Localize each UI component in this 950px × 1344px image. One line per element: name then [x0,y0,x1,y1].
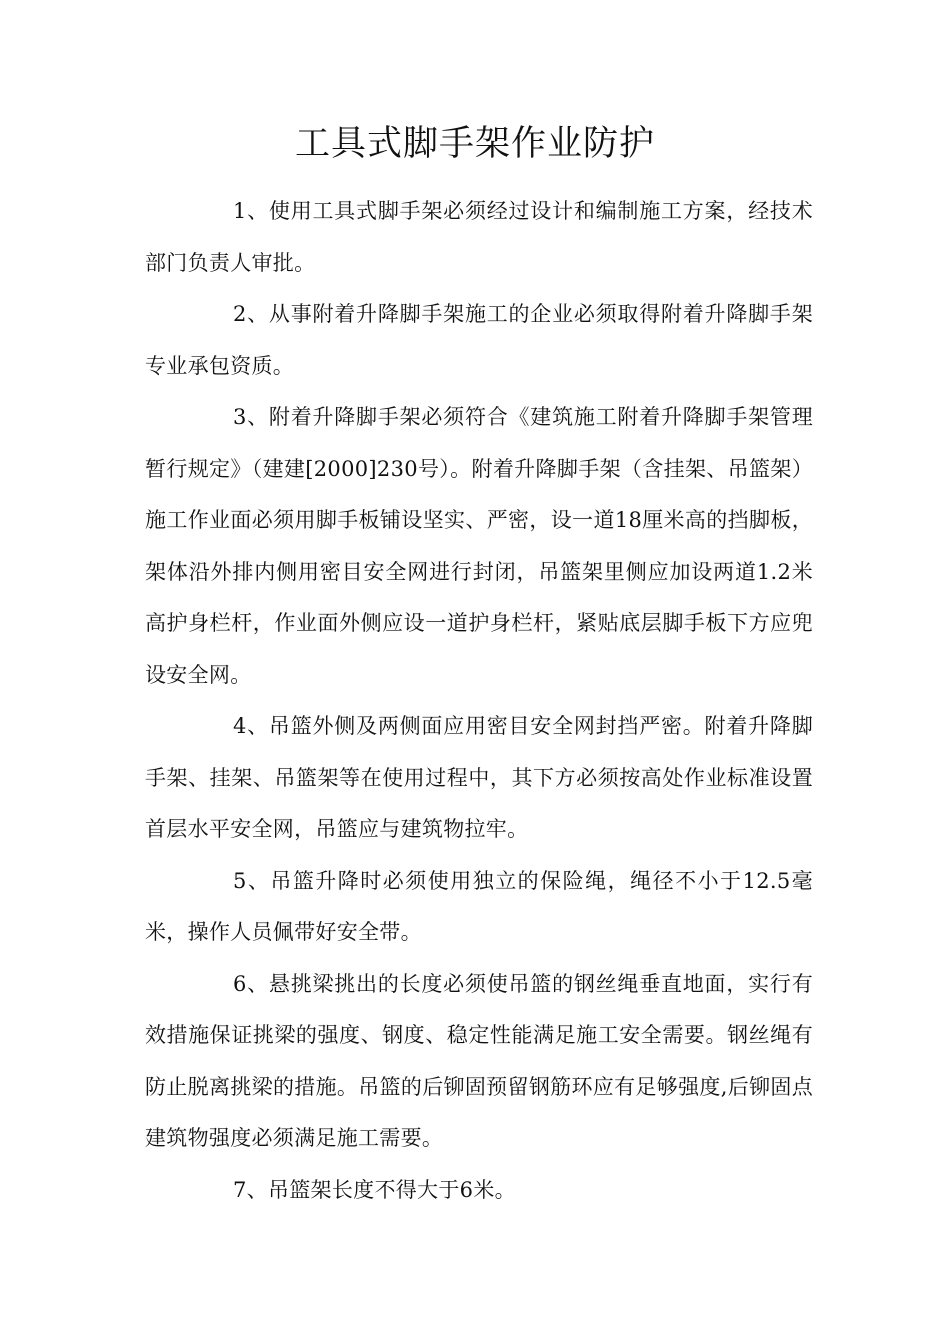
paragraph-7: 7、吊篮架长度不得大于6米。 [233,1177,516,1202]
paragraph-4: 4、吊篮外侧及两侧面应用密目安全网封挡严密。附着升降脚手架、挂架、吊篮架等在使用过程中，其下方必须按高处作业标准设置首层水平安全网，吊篮应与建筑物拉牢。 [145,714,813,841]
document-title: 工具式脚手架作业防护 [294,124,655,164]
paragraph-3: 3、附着升降脚手架必须符合《建筑施工附着升降脚手架管理暂行规定》（建建[2000]230号）。附着升降脚手架（含挂架、吊篮架）施工作业面必须用脚手板铺设坚实、严密，设一道18厘米高的挡脚板，架体沿外排内侧用密目安全网进行封闭，吊篮架里侧应加设两道1.2米高护身栏杆，作业面外侧应设一道护身栏杆，紧贴底层脚手板下方应兜设安全网。 [145,405,813,687]
paragraph-2: 2、从事附着升降脚手架施工的企业必须取得附着升降脚手架专业承包资质。 [145,302,813,378]
paragraph-6: 6、悬挑梁挑出的长度必须使吊篮的钢丝绳垂直地面，实行有效措施保证挑梁的强度、钢度、稳定性能满足施工安全需要。钢丝绳有防止脱离挑梁的措施。吊篮的后铆固预留钢筋环应有足够强度,后铆固点建筑物强度必须满足施工需要。 [145,971,813,1150]
document-body [145,186,813,1216]
paragraph-5: 5、吊篮升降时必须使用独立的保险绳，绳径不小于12.5毫米，操作人员佩带好安全带。 [145,868,813,944]
paragraph-1: 1、使用工具式脚手架必须经过设计和编制施工方案，经技术部门负责人审批。 [145,199,813,275]
